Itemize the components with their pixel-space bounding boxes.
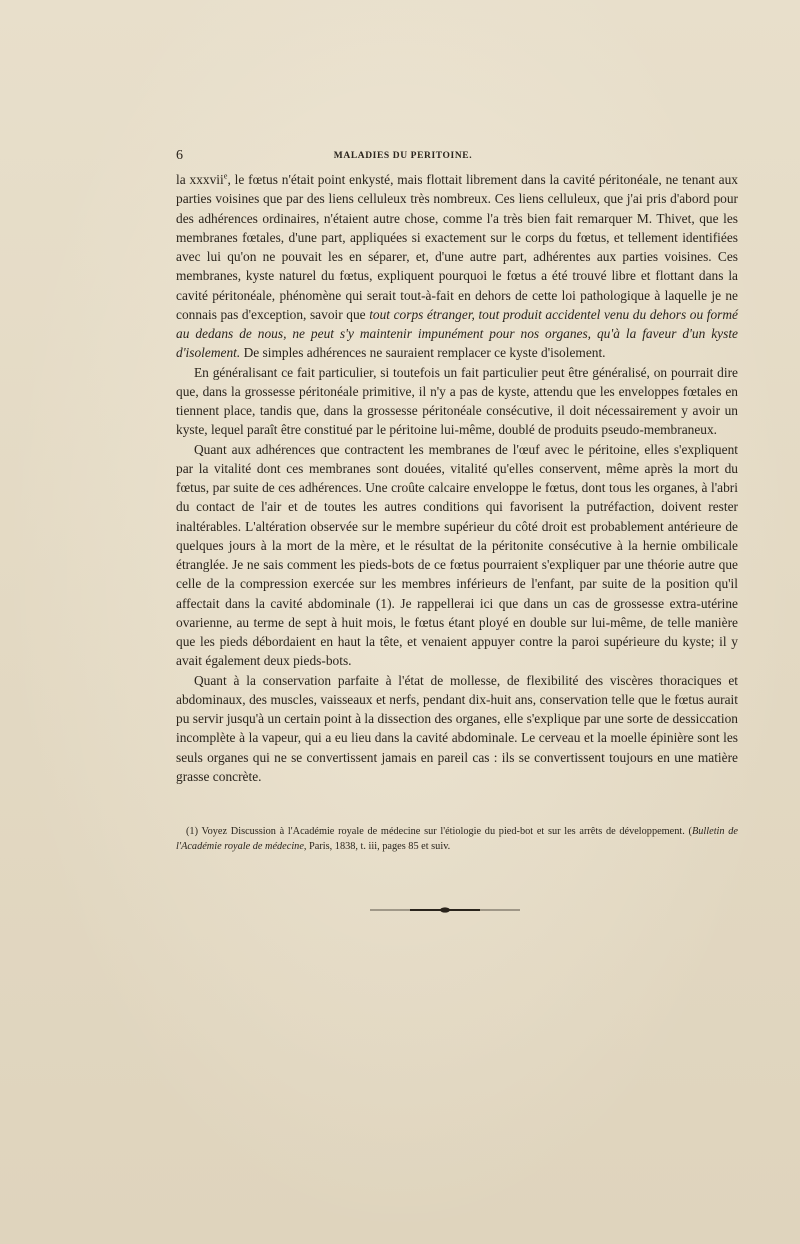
text-segment: Quant aux adhérences que contractent les membranes de l'œuf avec le péritoine, elles s'expliquent par la vitalité dont ces membranes sont douées, vitalité qu'elles conservent, même après la mort du fœtus, par suite de ces adhérences. Une croûte calcaire enveloppe le fœtus, dont tous les organes, à l'abri du contact de l'air et de toutes les autres conditions qui favorisent la putréfaction, doivent rester inaltérables. L'altération observée sur le membre supérieur du côté droit est probablement antérieure de quelques jours à la mort de la mère, et le résultat de la péritonite consécutive à la hernie ombilicale étranglée. Je ne sais comment les pieds-bots de ce fœtus pourraient s'expliquer par une théorie autre que celle de la compression exercée sur les membres inférieurs de l'enfant, par suite de la position qu'il affectait dans la cavité abdominale (1). Je rappellerai ici que dans un cas de grossesse extra-utérine ovarienne, au terme de sept à huit mois, le fœtus étant ployé en double sur lui-même, de telle manière que les pieds débordaient en haut la tête, et venaient appuyer contre la paroi supérieure du kyste; il y avait également deux pieds-bots. bbox=[176, 441, 738, 669]
text-segment: , Paris, 1838, t. iii, pages 85 et suiv. bbox=[303, 841, 451, 852]
text-segment: En généralisant ce fait particulier, si toutefois un fait particulier peut être généralisé, on pourrait dire que, dans la grossesse péritonéale primitive, il n'y a pas de kyste, attendu que les enveloppes fœtales en tiennent place, tandis que, dans la grossesse péritonéale consécutive, il doit nécessairement y avoir un kyste, lequel paraît être constitué par le péritoine lui-même, doublé de produits pseudo-membraneux. bbox=[176, 364, 738, 438]
text-segment: la xxxvii bbox=[176, 172, 224, 187]
text-segment: Bulletin de l'Académie royale de médecine bbox=[176, 826, 738, 852]
paragraph-2 bbox=[176, 363, 738, 440]
text-segment: tout corps étranger, tout produit accidentel venu du dehors ou formé au dedans de nous, ne peut s'y maintenir impunément pour nos organes, qu'à la faveur d'un kyste d'isolement. bbox=[176, 306, 738, 361]
text-segment: De simples adhérences ne sauraient remplacer ce kyste d'isolement. bbox=[240, 345, 606, 361]
footnote bbox=[176, 824, 738, 854]
paragraph-3 bbox=[176, 440, 738, 671]
paragraph-4 bbox=[176, 671, 738, 787]
text-segment: , le fœtus n'était point enkysté, mais flottait librement dans la cavité péritonéale, ne tenant aux parties voisines que par des liens celluleux très nombreux. Ces liens celluleux, que j'ai pris d'abord pour des adhérences ordinaires, n'étaient autre chose, comme l'a très bien fait remarquer M. Thivet, que les membranes fœtales, d'une part, appliquées si exactement sur le corps du fœtus, et tellement identifiées avec lui qu'on ne pouvait les en séparer, et, d'une autre part, adhérentes aux parties voisines. Ces membranes, kyste naturel du fœtus, expliquent pourquoi le fœtus a été trouvé libre et flottant dans la cavité péritonéale, phénomène qui serait tout-à-fait en dehors de cette loi pathologique à laquelle je ne connais pas d'exception, savoir que bbox=[176, 172, 738, 322]
end-ornament-rule bbox=[370, 907, 520, 913]
running-title: MALADIES DU PERITOINE. bbox=[333, 151, 473, 161]
text-segment: e bbox=[223, 171, 228, 181]
body-text bbox=[176, 170, 738, 786]
text-segment: (1) Voyez Discussion à l'Académie royale de médecine sur l'étiologie du pied-bot et sur les arrêts de développement. ( bbox=[186, 826, 692, 837]
page-number: 6 bbox=[176, 148, 183, 163]
text-segment: Quant à la conservation parfaite à l'état de mollesse, de flexibilité des viscères thoraciques et abdominaux, des muscles, vaisseaux et nerfs, pendant dix-huit ans, conservation telle que le fœtus aurait pu servir jusqu'à un certain point à la dissection des organes, elle s'explique par une sorte de dessiccation incomplète à la vapeur, qui a eu lieu dans la cavité abdominale. Le cerveau et la moelle épinière sont les seuls organes qui ne se convertissent jamais en pareil cas : ils se convertissent toujours en une matière grasse concrète. bbox=[176, 672, 738, 784]
paragraph-1 bbox=[176, 170, 738, 363]
page-header bbox=[176, 147, 630, 165]
